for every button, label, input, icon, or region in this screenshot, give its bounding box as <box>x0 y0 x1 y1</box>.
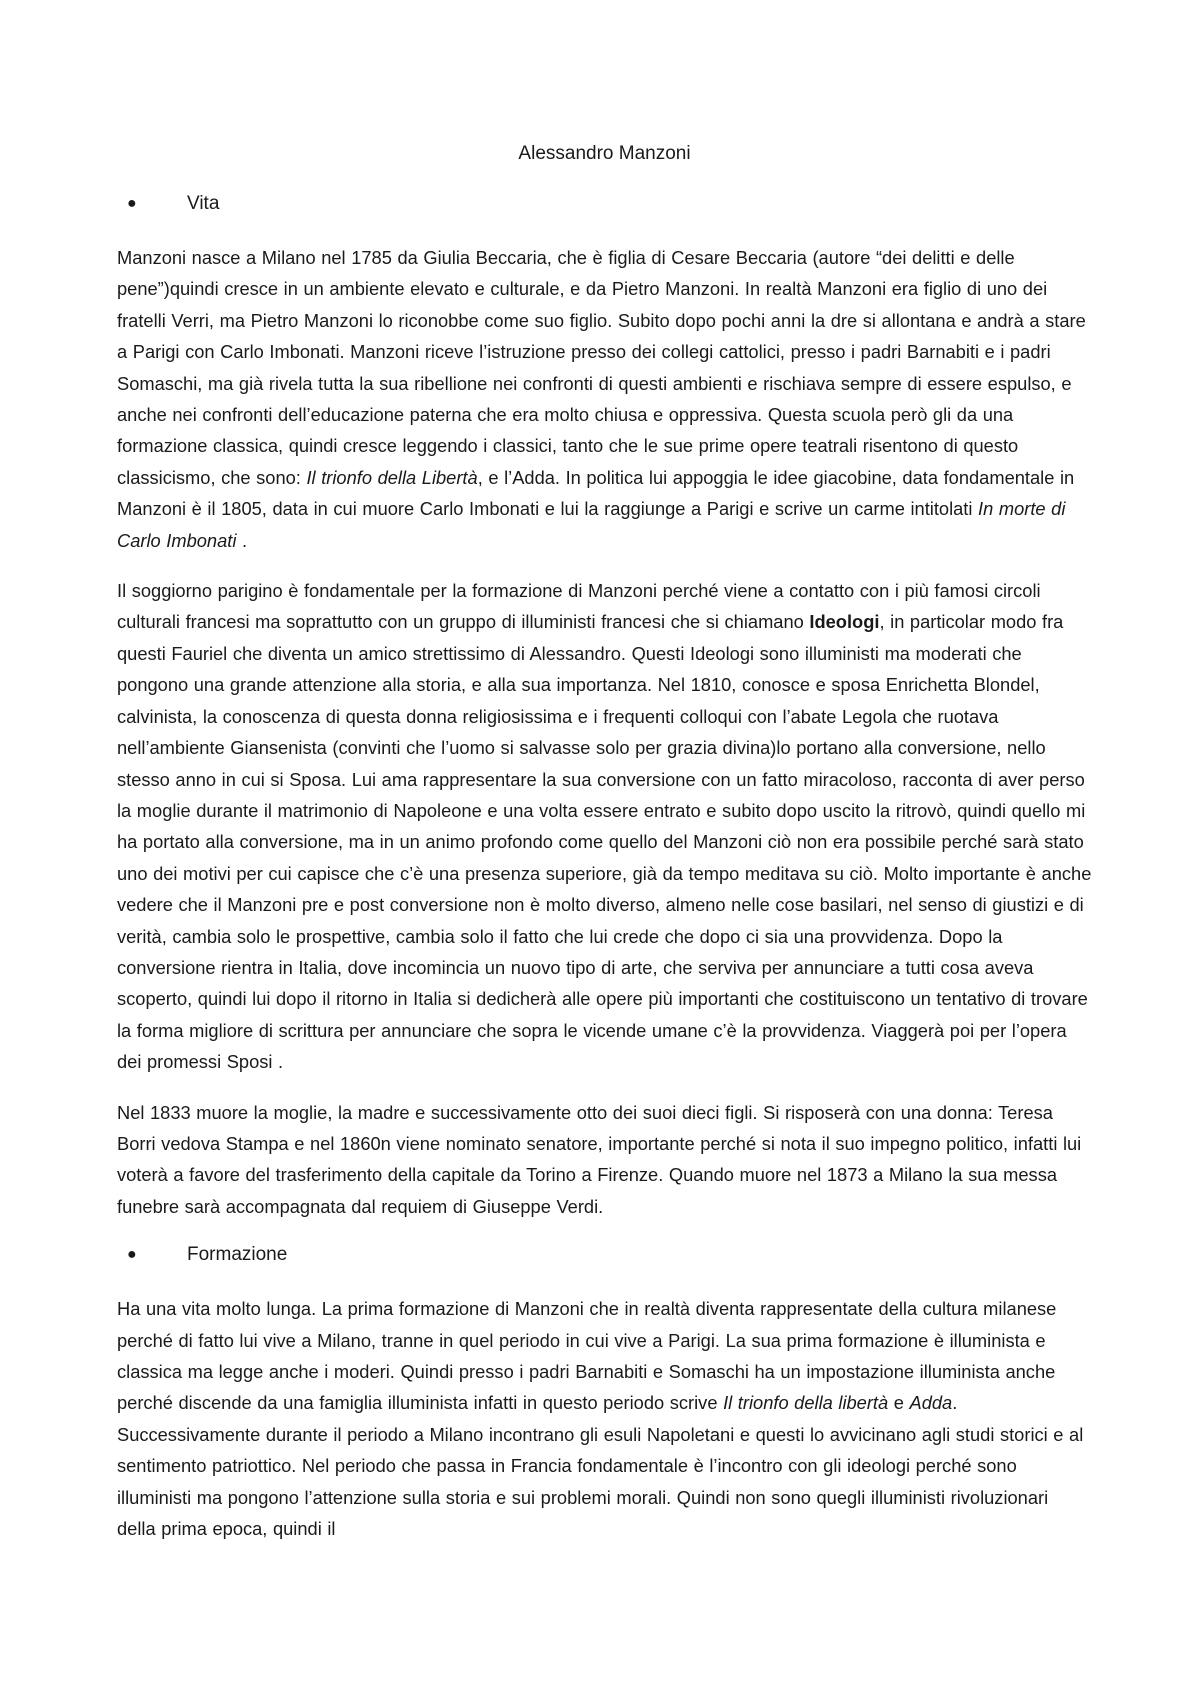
text-segment: Il trionfo della libertà <box>723 1392 889 1414</box>
text-segment: Nel 1833 muore la moglie, la madre e successivamente otto dei suoi dieci figli. Si risposerà con una donna: Teresa Borri vedova Stampa e nel 1860n viene nominato senatore, importante perché si nota il suo impegno politico, infatti lui voterà a favore del trasferimento della capitale da Torino a Firenze. Quando muore nel 1873 a Milano la sua messa funebre sarà accompagnata dal requiem di Giuseppe Verdi. <box>117 1101 1082 1217</box>
text-segment: . Successivamente durante il periodo a Milano incontrano gli esuli Napoletani e questi lo avvicinano agli studi storici e al sentimento patriottico. Nel periodo che passa in Francia fondamentale è l’incontro con gli ideologi perché sono illuministi ma pongono l’attenzione sulla storia e sui problemi morali. Quindi non sono quegli illuministi rivoluzionari della prima epoca, quindi il <box>117 1392 1084 1540</box>
bullet-icon: ● <box>127 195 137 212</box>
document-title: Alessandro Manzoni <box>518 143 691 164</box>
paragraph <box>117 242 1092 556</box>
document-content <box>117 140 1092 1563</box>
text-segment: , e l’Adda. In politica lui appoggia le idee giacobine, data fondamentale in Manzoni è il 1805, data in cui muore Carlo Imbonati e lui la raggiunge a Parigi e scrive un carme intitolati <box>117 466 1075 520</box>
paragraph <box>117 575 1092 1078</box>
bullet-icon: ● <box>127 1246 137 1264</box>
text-segment: Ideologi <box>809 611 880 633</box>
section-heading-text: Vita <box>187 193 220 214</box>
text-segment: Adda <box>909 1392 953 1414</box>
text-segment: Il soggiorno parigino è fondamentale per la formazione di Manzoni perché viene a contatto con i più famosi circoli culturali francesi ma soprattutto con un gruppo di illuministi francesi che si chiamano <box>117 580 1041 633</box>
paragraph <box>117 1097 1092 1223</box>
paragraph <box>117 1293 1092 1544</box>
text-segment: . <box>236 529 248 551</box>
section-heading <box>117 190 1092 218</box>
text-segment: In morte di Carlo Imbonati <box>117 498 1066 551</box>
text-segment: Ha una vita molto lunga. La prima formazione di Manzoni che in realtà diventa rappresentate della cultura milanese perché di fatto lui vive a Milano, tranne in quel periodo in cui vive a Parigi. La sua prima formazione è illuminista e classica ma legge anche i moderi. Quindi presso i padri Barnabiti e Somaschi ha un impostazione illuminista anche perché discende da una famiglia illuminista infatti in questo periodo scrive <box>117 1298 1057 1414</box>
document-sections <box>117 190 1092 1544</box>
text-segment: , in particolar modo fra questi Fauriel che diventa un amico strettissimo di Alessandro. Questi Ideologi sono illuministi ma moderati che pongono una grande attenzione alla storia, e alla sua importanza. Nel 1810, conosce e sposa Enrichetta Blondel, calvinista, la conoscenza di questa donna religiosissima e i frequenti colloqui con l’abate Legola che ruotava nell’ambiente Giansenista (convinti che l’uomo si salvasse solo per grazia divina)lo portano alla conversione, nello stesso anno in cui si Sposa. Lui ama rappresentare la sua conversione con un fatto miracoloso, racconta di aver perso la moglie durante il matrimonio di Napoleone e una volta essere entrato e subito dopo uscito la ritrovò, quindi quello mi ha portato alla conversione, ma in un animo profondo come quello del Manzoni ciò non era possibile perché sarà stato uno dei motivi per cui capisce che c’è una presenza superiore, già da tempo meditava su ciò. Molto importante è anche vedere che il Manzoni pre e post conversione non è molto diverso, almeno nelle cose basilari, nel senso di giustizi e di verità, cambia solo le prospettive, cambia solo il fatto che lui crede che dopo ci sia una provvidenza. Dopo la conversione rientra in Italia, dove incomincia un nuovo tipo di arte, che serviva per annunciare a tutti cosa aveva scoperto, quindi lui dopo il ritorno in Italia si dedicherà alle opere più importanti che costituiscono un tentativo di trovare la forma migliore di scrittura per annunciare che sopra le vicende umane c’è la provvidenza. Viaggerà poi per l’opera dei promessi Sposi . <box>117 611 1092 1073</box>
text-segment: Il trionfo della Libertà <box>306 466 478 488</box>
text-segment: e <box>888 1392 910 1414</box>
text-segment: Manzoni nasce a Milano nel 1785 da Giulia Beccaria, che è figlia di Cesare Beccaria (autore “dei delitti e delle pene”)quindi cresce in un ambiente elevato e culturale, e da Pietro Manzoni. In realtà Manzoni era figlio di uno dei fratelli Verri, ma Pietro Manzoni lo riconobbe come suo figlio. Subito dopo pochi anni la dre si allontana e andrà a stare a Parigi con Carlo Imbonati. Manzoni riceve l’istruzione presso dei collegi cattolici, presso i padri Barnabiti e i padri Somaschi, ma già rivela tutta la sua ribellione nei confronti di questi ambienti e rischiava sempre di essere espulso, e anche nei confronti dell’educazione paterna che era molto chiusa e oppressiva. Questa scuola però gli da una formazione classica, quindi cresce leggendo i classici, tanto che le sue prime opere teatrali risentono di questo classicismo, che sono: <box>117 247 1086 488</box>
section-heading <box>117 1241 1092 1269</box>
section-heading-text: Formazione <box>187 1244 288 1266</box>
